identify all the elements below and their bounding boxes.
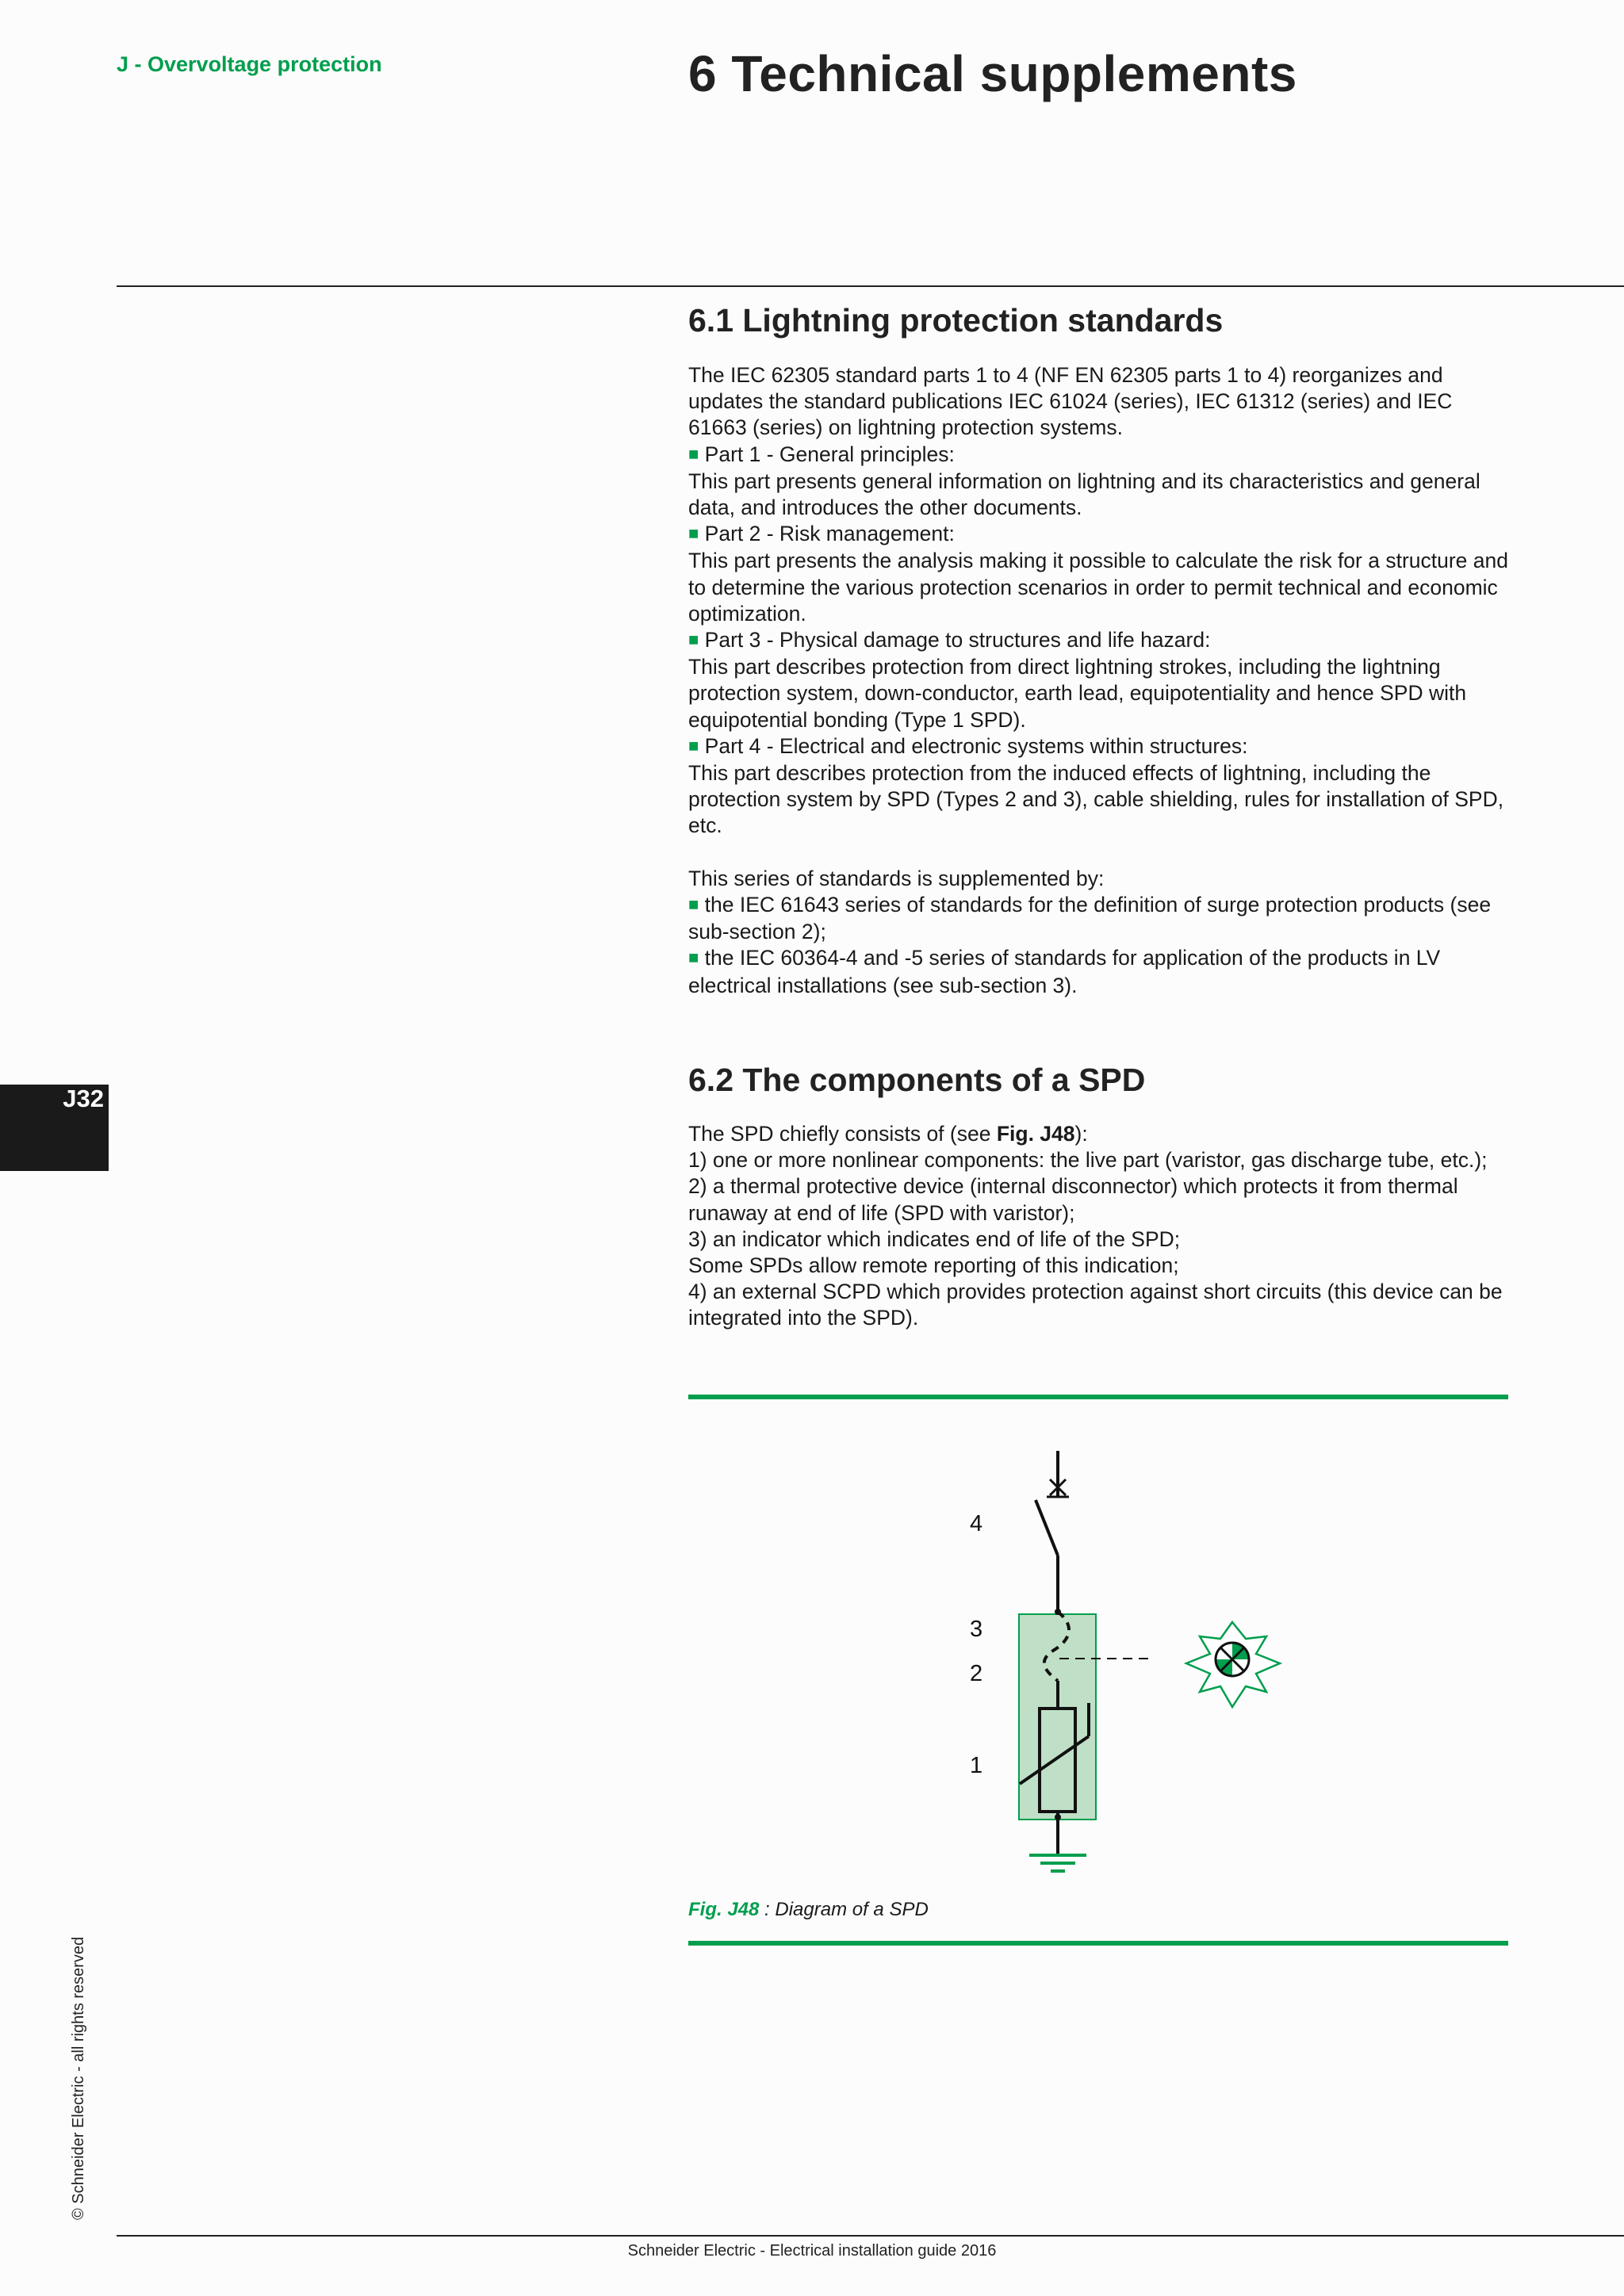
page-number-tab	[0, 1085, 109, 1171]
part-text: This part presents general information on lightning and its characteristics and general data, and introduces the other documents.	[688, 469, 1480, 520]
figure-caption	[688, 1899, 929, 1921]
section-6-1-title: 6.1 Lightning protection standards	[688, 302, 1224, 339]
spd-module-body	[1019, 1614, 1096, 1820]
intro-paragraph: The IEC 62305 standard parts 1 to 4 (NF EN 62305 parts 1 to 4) reorganizes and updates the standard publications IEC 61024 (series), IEC 61312 (series) and IEC 61663 (series) on lightning protection systems.	[688, 363, 1453, 440]
components-intro: The SPD chiefly consists of (see Fig. J48):	[688, 1122, 1088, 1146]
bullet-icon: ■	[688, 735, 699, 756]
bullet-icon: ■	[688, 947, 699, 968]
section-6-2-body	[688, 1121, 1513, 1332]
label-scpd: 4	[970, 1511, 983, 1536]
label-indicator: 3	[970, 1617, 983, 1642]
section-6-2-title: 6.2 The components of a SPD	[688, 1062, 1146, 1098]
section-6-1-body	[688, 362, 1513, 999]
part-heading: ■ Part 4 - Electrical and electronic systems within structures:	[688, 733, 1248, 758]
indicator-starburst	[1186, 1622, 1280, 1707]
header-divider	[117, 285, 1624, 287]
footer-publication: Schneider Electric - Electrical installation guide 2016	[627, 2242, 997, 2260]
page-number: J32	[63, 1085, 104, 1112]
label-disconnector: 2	[970, 1661, 983, 1686]
figure-caption-ref: Fig. J48	[688, 1899, 760, 1920]
part-heading: ■ Part 2 - Risk management:	[688, 522, 955, 546]
supplement-intro: This series of standards is supplemented by:	[688, 866, 1105, 890]
component-item: 3) an indicator which indicates end of life of the SPD;	[688, 1226, 1181, 1251]
label-varistor: 1	[970, 1753, 983, 1778]
spd-diagram	[688, 1419, 1508, 1895]
scpd-switch-blade	[1036, 1500, 1058, 1556]
figure-reference: Fig. J48	[996, 1122, 1075, 1146]
part-text: This part describes protection from direct lightning strokes, including the lightning protection system, down-conductor, earth lead, equipotentiality and hence SPD with equipotential bonding (Type 1 SPD).	[688, 655, 1467, 732]
component-item: 1) one or more nonlinear components: the live part (varistor, gas discharge tube, etc.);	[688, 1148, 1488, 1173]
chapter-title: 6 Technical supplements	[688, 45, 1297, 102]
part-text: This part presents the analysis making it possible to calculate the risk for a structure and to determine the various protection scenarios in order to permit technical and economic optimization.	[688, 549, 1508, 626]
bullet-icon: ■	[688, 523, 699, 544]
component-item: 4) an external SCPD which provides protection against short circuits (this device can be integrated into the SPD).	[688, 1280, 1503, 1330]
figure-caption-text: : Diagram of a SPD	[759, 1899, 929, 1920]
figure-bottom-rule	[688, 1941, 1508, 1946]
copyright-notice: © Schneider Electric - all rights reserved	[70, 1936, 87, 2220]
component-item: Some SPDs allow remote reporting of this indication;	[688, 1253, 1179, 1278]
earth-symbol	[1029, 1855, 1086, 1871]
bullet-icon: ■	[688, 894, 699, 915]
bullet-icon: ■	[688, 443, 699, 464]
indicator-lamp-icon	[1216, 1643, 1249, 1676]
section-label: J - Overvoltage protection	[117, 52, 382, 76]
figure-top-rule	[688, 1395, 1508, 1399]
bullet-icon: ■	[688, 629, 699, 650]
component-item: 2) a thermal protective device (internal disconnector) which protects it from thermal runaway at end of life (SPD with varistor);	[688, 1174, 1458, 1225]
part-heading: ■ Part 3 - Physical damage to structures and life hazard:	[688, 628, 1211, 652]
footer-divider	[117, 2235, 1624, 2237]
supplement-item: ■ the IEC 60364-4 and -5 series of standards for application of the products in LV electrical installations (see sub-section 3).	[688, 946, 1441, 997]
part-heading: ■ Part 1 - General principles:	[688, 442, 955, 466]
supplement-item: ■ the IEC 61643 series of standards for the definition of surge protection products (see sub-section 2);	[688, 893, 1492, 944]
part-text: This part describes protection from the induced effects of lightning, including the protection system by SPD (Types 2 and 3), cable shielding, rules for installation of SPD, etc.	[688, 761, 1504, 838]
